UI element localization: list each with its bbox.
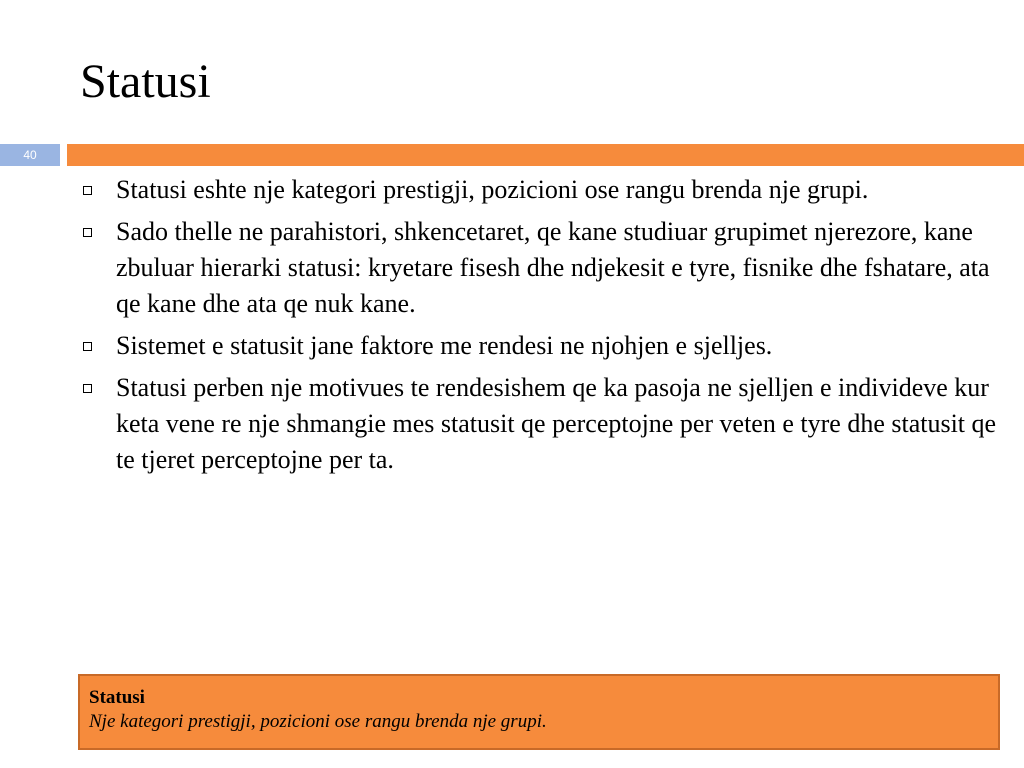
bullet-text: Statusi perben nje motivues te rendesishem qe ka pasoja ne sjelljen e individeve kur keta vene re nje shmangie mes statusit qe perceptojne per veten e tyre dhe statusit qe te tjeret perceptojne per ta. (116, 373, 997, 474)
bullet-text: Sado thelle ne parahistori, shkencetaret, qe kane studiuar grupimet njerezore, kane zbuluar hierarki statusi: kryetare fisesh dhe ndjekesit e tyre, fisnike dhe fshatare, ata qe kane dhe ata qe nuk kane. (116, 217, 990, 318)
bullet-list (80, 172, 1015, 484)
square-bullet-icon (83, 342, 92, 351)
slide-number: 40 (23, 148, 37, 162)
definition-term: Statusi (89, 687, 145, 708)
square-bullet-icon (83, 228, 92, 237)
square-bullet-icon (83, 384, 92, 393)
bullet-item (80, 214, 1015, 322)
title-divider-bar (67, 144, 1024, 166)
slide-title: Statusi (80, 55, 211, 108)
bullet-text: Statusi eshte nje kategori prestigji, pozicioni ose rangu brenda nje grupi. (116, 175, 869, 204)
definition-text: Nje kategori prestigji, pozicioni ose rangu brenda nje grupi. (89, 711, 547, 732)
bullet-item (80, 328, 1015, 364)
definition-box (78, 674, 1000, 750)
bullet-item (80, 172, 1015, 208)
bullet-item (80, 370, 1015, 478)
bullet-text: Sistemet e statusit jane faktore me rendesi ne njohjen e sjelljes. (116, 331, 773, 360)
square-bullet-icon (83, 186, 92, 195)
